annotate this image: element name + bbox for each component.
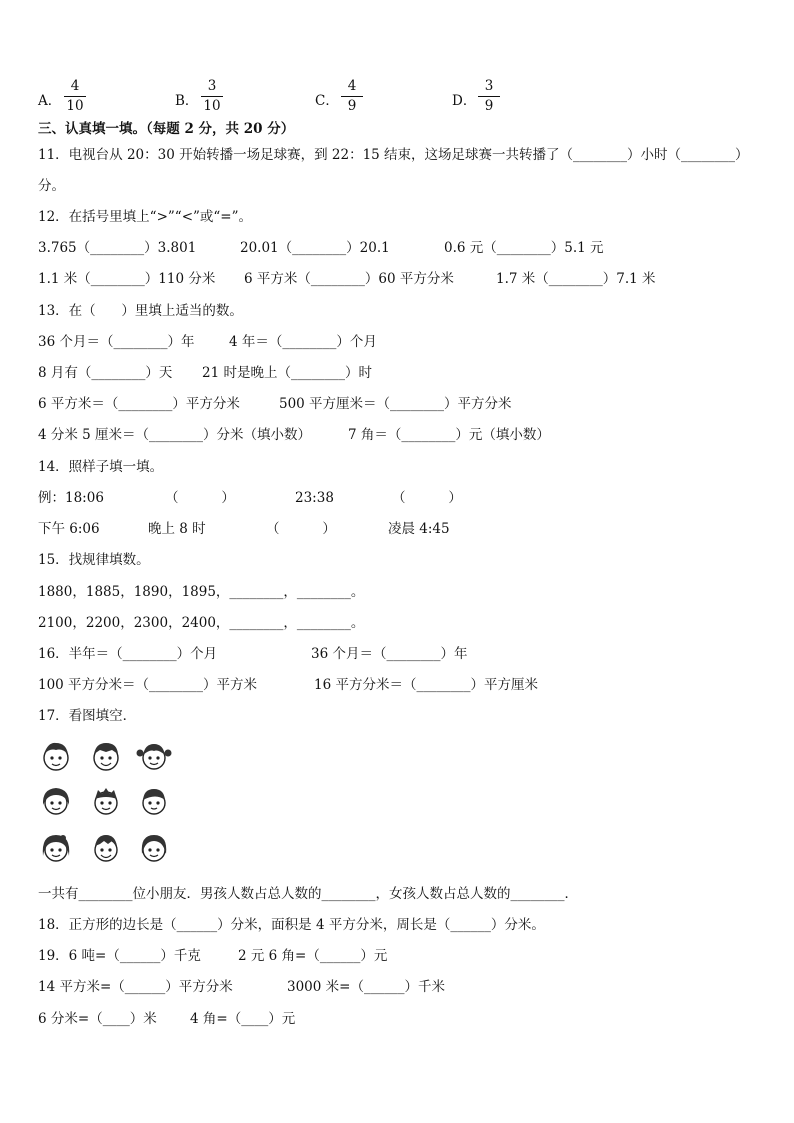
q12-item: 3.765（________）3.801 — [38, 240, 197, 256]
question-17-stem: 17．看图填空． — [38, 708, 137, 724]
question-12-stem: 12．在括号里填上“>”“<”或“=”。 — [38, 209, 253, 225]
fraction — [201, 78, 223, 115]
boy-face-icon — [88, 830, 124, 866]
option-label: B． — [175, 93, 199, 109]
q14-item: 凌晨 4:45 — [388, 521, 450, 537]
boy-face-icon — [136, 783, 172, 819]
q14-item: 23:38 — [295, 490, 334, 506]
q17-answer: 一共有________位小朋友．男孩人数占总人数的________，女孩人数占总人数的________． — [38, 886, 578, 902]
q14-item: 下午 6:06 — [38, 521, 100, 537]
fraction — [341, 78, 363, 115]
question-16-item: 16．半年＝（________）个月 — [38, 646, 218, 662]
question-19-item: 14 平方米=（______）平方分米 — [38, 979, 233, 995]
numerator: 3 — [484, 78, 494, 94]
q15-sequence-2: 2100，2200，2300，2400，________，________。 — [38, 615, 365, 631]
q13-item: 36 个月＝（________）年 — [38, 334, 195, 350]
question-15-stem: 15．找规律填数。 — [38, 552, 150, 568]
question-19-item: 4 角=（____）元 — [190, 1011, 296, 1027]
q14-item: （ ） — [165, 490, 235, 506]
numerator: 4 — [347, 78, 357, 94]
denominator: 10 — [66, 98, 84, 114]
fraction-bar — [201, 96, 223, 97]
q14-item: 例：18:06 — [38, 490, 104, 506]
boy-face-icon — [38, 738, 74, 774]
option-label: C． — [315, 93, 339, 109]
option-label: A． — [38, 93, 62, 109]
q13-item: 8 月有（________）天 — [38, 365, 173, 381]
q13-item: 4 分米 5 厘米＝（________）分米（填小数） — [38, 427, 312, 443]
q14-item: （ ） — [392, 490, 462, 506]
question-19-item: 19．6 吨=（______）千克 — [38, 948, 201, 964]
section-title: 三、认真填一填。（每题 2 分，共 20 分） — [38, 121, 295, 137]
question-18: 18．正方形的边长是（______）分米，面积是 4 平方分米，周长是（______）分米。 — [38, 917, 545, 933]
fraction-bar — [478, 96, 500, 97]
q14-item: 晚上 8 时 — [148, 521, 206, 537]
q13-item: 4 年＝（________）个月 — [229, 334, 377, 350]
boy-face-icon — [88, 738, 124, 774]
question-19-item: 6 分米=（____）米 — [38, 1011, 157, 1027]
question-19-item: 3000 米=（______）千米 — [287, 979, 445, 995]
option-label: D． — [452, 93, 477, 109]
q13-item: 7 角＝（________）元（填小数） — [348, 427, 550, 443]
denominator: 9 — [347, 98, 357, 114]
numerator: 4 — [70, 78, 80, 94]
q12-item: 1.7 米（________）7.1 米 — [496, 271, 656, 287]
q12-item: 20.01（________）20.1 — [240, 240, 390, 256]
q12-item: 1.1 米（________）110 分米 — [38, 271, 216, 287]
question-16-item: 100 平方分米＝（________）平方米 — [38, 677, 258, 693]
children-illustration — [38, 738, 188, 868]
fraction-bar — [341, 96, 363, 97]
question-11: 11．电视台从 20：30 开始转播一场足球赛，到 22：15 结束，这场足球赛一共转播了（________）小时（________） — [38, 147, 749, 163]
q13-item: 21 时是晚上（________）时 — [202, 365, 372, 381]
question-13-stem: 13．在（ ）里填上适当的数。 — [38, 303, 243, 319]
girl-face-icon — [136, 830, 172, 866]
question-16-item: 36 个月＝（________）年 — [311, 646, 468, 662]
question-16-item: 16 平方分米＝（________）平方厘米 — [314, 677, 538, 693]
q14-item: （ ） — [266, 521, 336, 537]
q12-item: 6 平方米（________）60 平方分米 — [244, 271, 454, 287]
girl-face-icon — [136, 738, 172, 774]
question-19-item: 2 元 6 角=（______）元 — [238, 948, 388, 964]
girl-face-icon — [38, 783, 74, 819]
denominator: 9 — [484, 98, 494, 114]
q12-item: 0.6 元（________）5.1 元 — [444, 240, 604, 256]
girl-face-icon — [38, 830, 74, 866]
denominator: 10 — [203, 98, 221, 114]
fraction — [478, 78, 500, 115]
fraction — [64, 78, 86, 115]
q15-sequence-1: 1880，1885，1890，1895，________，________。 — [38, 584, 365, 600]
numerator: 3 — [207, 78, 217, 94]
fraction-bar — [64, 96, 86, 97]
question-14-stem: 14．照样子填一填。 — [38, 459, 164, 475]
boy-face-icon — [88, 783, 124, 819]
q13-item: 500 平方厘米＝（________）平方分米 — [279, 396, 512, 412]
q13-item: 6 平方米＝（________）平方分米 — [38, 396, 240, 412]
question-11-continued: 分。 — [38, 178, 65, 194]
